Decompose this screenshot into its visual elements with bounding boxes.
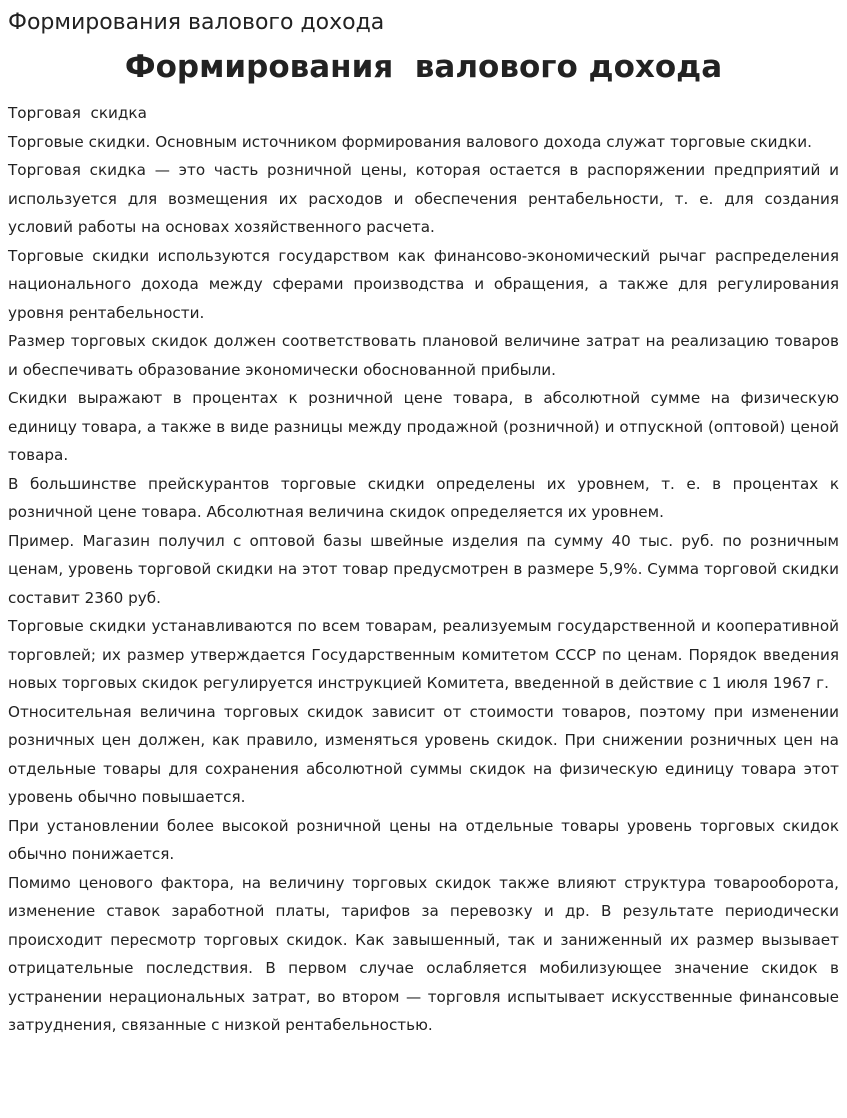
paragraph-7: Пример. Магазин получил с оптовой базы швейные изделия па сумму 40 тыс. руб. по розничным ценам, уровень торговой скидки на этот товар предусмотрен в размере 5,9%. Сумма торговой скидки составит 2360 руб. xyxy=(8,531,839,607)
paragraph-8: Торговые скидки устанавливаются по всем товарам, реализуемым государственной и кооперативной торговлей; их размер утверждается Государственным комитетом СССР по ценам. Порядок введения новых торговых скидок регулируется инструкцией Комитета, введенной в действие с 1 июля 1967 г. xyxy=(8,617,839,692)
paragraph-10: При установлении более высокой розничной цены на отдельные товары уровень торговых скидок обычно понижается. xyxy=(8,816,839,863)
header-title: Формирования валового дохода xyxy=(8,10,385,35)
main-title: Формирования валового дохода xyxy=(124,49,723,85)
paragraph-3: Торговые скидки используются государством как финансово-экономический рычаг распределения национального дохода между сферами производства и обращения, а также для регулирования уровня рентабельности. xyxy=(8,246,839,322)
paragraph-4: Размер торговых скидок должен соответствовать плановой величине затрат на реализацию товаров и обеспечивать образование экономически обоснованной прибыли. xyxy=(8,332,839,379)
article-body xyxy=(8,99,839,1040)
paragraph-6: В большинстве прейскурантов торговые скидки определены их уровнем, т. е. в процентах к розничной цене товара. Абсолютная величина скидок определяется их уровнем. xyxy=(8,474,839,521)
paragraph-1: Торговые скидки. Основным источником формирования валового дохода служат торговые скидки. xyxy=(8,132,812,151)
paragraph-11: Помимо ценового фактора, на величину торговых скидок также влияют структура товарооборота, изменение ставок заработной платы, тарифов за перевозку и др. В результате периодически происходит пересмотр торговых скидок. Как завышенный, так и заниженный их размер вызывает отрицательные последствия. В первом случае ослабляется мобилизующее значение скидок в устранении нерациональных затрат, во втором — торговля испытывает искусственные финансовые затруднения, связанные с низкой рентабельностью. xyxy=(8,873,839,1034)
paragraph-9: Относительная величина торговых скидок зависит от стоимости товаров, поэтому при изменении розничных цен должен, как правило, изменяться уровень скидок. При снижении розничных цен на отдельные товары для сохранения абсолютной суммы скидок на физическую единицу товара этот уровень обычно повышается. xyxy=(8,702,839,806)
paragraph-5: Скидки выражают в процентах к розничной цене товара, в абсолютной сумме на физическую единицу товара, а также в виде разницы между продажной (розничной) и отпускной (оптовой) ценой товара. xyxy=(8,389,839,464)
section-subtitle: Торговая скидка xyxy=(8,104,147,122)
paragraph-2: Торговая скидка — это часть розничной цены, которая остается в распоряжении предприятий и используется для возмещения их расходов и обеспечения рентабельности, т. е. для создания условий работы на основах хозяйственного расчета. xyxy=(8,161,839,236)
